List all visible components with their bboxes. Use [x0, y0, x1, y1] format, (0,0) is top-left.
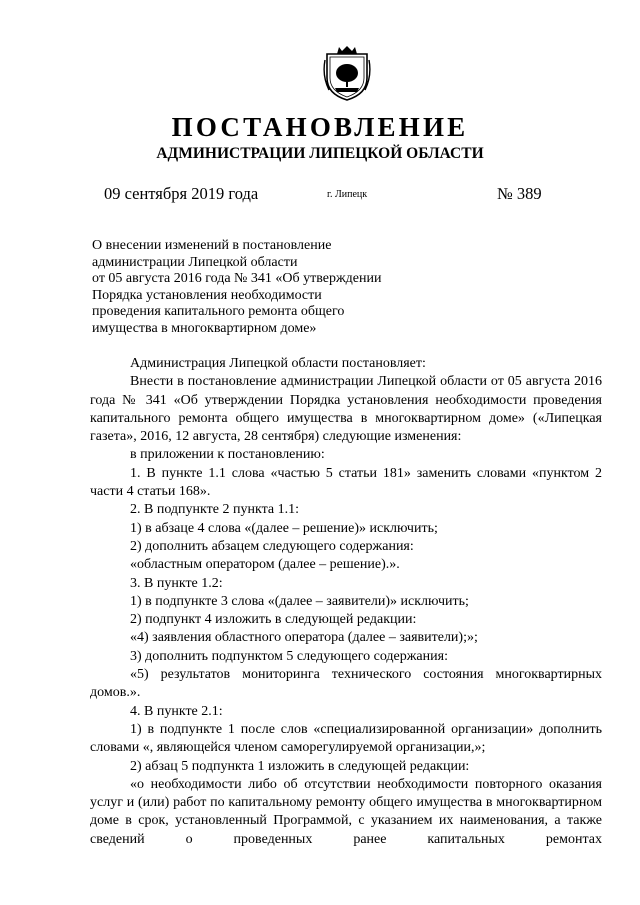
- subject-line: О внесении изменений в постановление: [92, 238, 332, 253]
- body-paragraph: 1) в подпункте 1 после слов «специализированной организации» дополнить словами «, являющейся членом саморегулируемой организации,»;: [90, 721, 602, 756]
- body-paragraph: 3) дополнить подпунктом 5 следующего содержания:: [130, 648, 448, 664]
- body-paragraph: 4. В пункте 2.1:: [130, 703, 223, 719]
- subject-line: Порядка установления необходимости: [92, 287, 322, 303]
- document-city: г. Липецк: [327, 189, 368, 200]
- document-subject: [92, 238, 432, 338]
- subject-line: проведения капитального ремонта общего: [92, 304, 345, 320]
- body-paragraph: 1) в подпункте 3 слова «(далее – заявители)» исключить;: [130, 593, 469, 609]
- document-date: 09 сентября 2019 года: [104, 184, 259, 203]
- body-paragraph: 1. В пункте 1.1 слова «частью 5 статьи 181» заменить словами «пунктом 2 части 4 статьи 168».: [90, 465, 602, 500]
- body-paragraph: Внести в постановление администрации Липецкой области от 05 августа 2016 года № 341 «Об утверждении Порядка установления необходимости проведения капитального ремонта общего имущества в многоквартирном доме» («Липецкая газета», 2016, 12 августа, 28 сентября) следующие изменения:: [90, 374, 602, 445]
- subject-line: имущества в многоквартирном доме»: [92, 320, 317, 336]
- body-paragraph: «4) заявления областного оператора (далее – заявители);»;: [130, 630, 478, 646]
- body-paragraph: в приложении к постановлению:: [130, 447, 325, 463]
- body-paragraph: 3. В пункте 1.2:: [130, 575, 223, 591]
- document-number: № 389: [497, 184, 542, 203]
- body-paragraph: 1) в абзаце 4 слова «(далее – решение)» исключить;: [130, 520, 438, 536]
- subject-line: от 05 августа 2016 года № 341 «Об утверждении: [92, 271, 382, 287]
- issuing-authority: АДМИНИСТРАЦИИ ЛИПЕЦКОЙ ОБЛАСТИ: [156, 145, 484, 162]
- body-paragraph: 2) абзац 5 подпункта 1 изложить в следующей редакции:: [130, 758, 470, 774]
- body-paragraph: «областным оператором (далее – решение).».: [130, 557, 400, 573]
- coat-of-arms-emblem: [323, 46, 371, 101]
- document-title: ПОСТАНОВЛЕНИЕ: [171, 112, 469, 142]
- body-paragraph: 2) подпункт 4 изложить в следующей редакции:: [130, 612, 417, 628]
- body-paragraph: «5) результатов мониторинга технического состояния многоквартирных домов.».: [90, 667, 602, 701]
- document-body: [90, 355, 602, 849]
- body-paragraph: Администрация Липецкой области постановляет:: [130, 356, 426, 371]
- subject-line: администрации Липецкой области: [92, 254, 298, 270]
- body-paragraph: «о необходимости либо об отсутствии необходимости повторного оказания услуг и (или) работ по капитальному ремонту общего имущества в многоквартирном доме в срок, установленный Программой, с указанием их наименования, а также сведений о проведенных ранее капитальных ремонтах: [90, 776, 602, 847]
- body-paragraph: 2) дополнить абзацем следующего содержания:: [130, 538, 414, 554]
- body-paragraph: 2. В подпункте 2 пункта 1.1:: [130, 502, 299, 518]
